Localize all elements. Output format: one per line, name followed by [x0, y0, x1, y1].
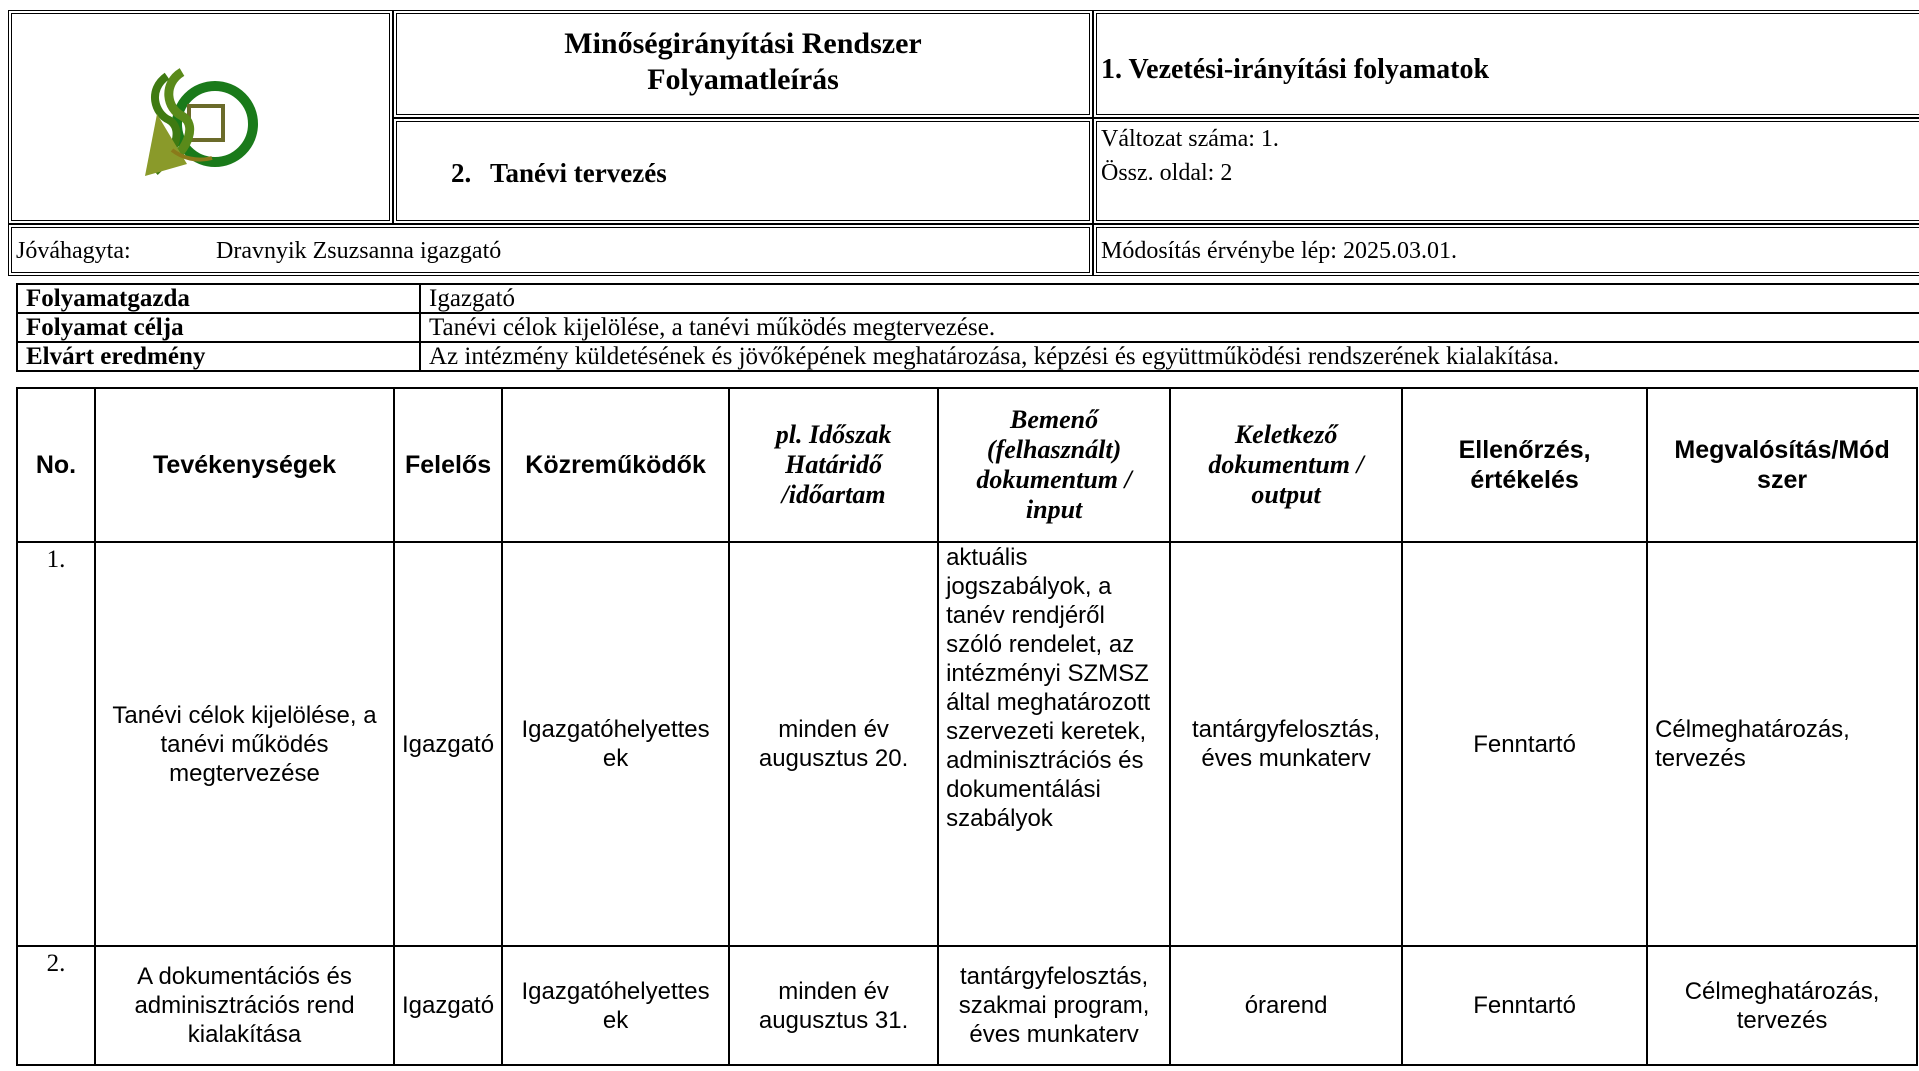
- col-header-no: No.: [17, 388, 95, 542]
- pages-text: Össz. oldal: 2: [1101, 160, 1233, 186]
- row-check: Fenntartó: [1402, 946, 1647, 1065]
- info-row-goal: [17, 313, 1919, 342]
- col-header-method: Megvalósítás/Mód szer: [1647, 388, 1917, 542]
- row-activity: Tanévi célok kijelölése, a tanévi működés megtervezése: [95, 542, 394, 946]
- info-key: Folyamatgazda: [17, 284, 420, 313]
- row-deadline: minden év augusztus 31.: [729, 946, 938, 1065]
- process-group-cell: [1093, 10, 1919, 118]
- row-responsible: Igazgató: [394, 946, 502, 1065]
- approved-by: Dravnyik Zsuzsanna igazgató: [216, 238, 502, 264]
- effective-date: Módosítás érvénybe lép: 2025.03.01.: [1101, 238, 1457, 264]
- row-input: aktuális jogszabályok, a tanév rendjéről szóló rendelet, az intézményi SZMSZ által meghatározott szervezeti keretek, adminisztrációs és dokumentálási szabályok: [938, 542, 1170, 946]
- version-cell: [1093, 118, 1919, 224]
- table-row: [17, 946, 1917, 1065]
- approved-label: Jóváhagyta:: [16, 238, 131, 264]
- row-number: 1.: [17, 542, 95, 946]
- info-value: Tanévi célok kijelölése, a tanévi működés megtervezése.: [420, 313, 1919, 342]
- table-row: [17, 542, 1917, 946]
- col-header-contributors: Közreműködők: [502, 388, 729, 542]
- system-title-cell: [393, 10, 1093, 118]
- info-key: Folyamat célja: [17, 313, 420, 342]
- version-text: Változat száma: 1.: [1101, 126, 1279, 152]
- process-info-table: [16, 283, 1919, 372]
- info-row-owner: [17, 284, 1919, 313]
- col-header-deadline: pl. Időszak Határidő /időartam: [729, 388, 938, 542]
- row-contributors: Igazgatóhelyettes ek: [502, 946, 729, 1065]
- row-input: tantárgyfelosztás, szakmai program, éves munkaterv: [938, 946, 1170, 1065]
- process-number: 2.: [451, 158, 472, 188]
- activity-table: [16, 387, 1918, 1066]
- school-logo-icon: [127, 54, 267, 194]
- process-group: 1. Vezetési-irányítási folyamatok: [1101, 54, 1490, 85]
- row-method: Célmeghatározás, tervezés: [1647, 946, 1917, 1065]
- row-number: 2.: [17, 946, 95, 1065]
- system-subtitle: Folyamatleírás: [647, 63, 839, 96]
- col-header-activities: Tevékenységek: [95, 388, 394, 542]
- row-output: órarend: [1170, 946, 1402, 1065]
- effective-date-cell: [1093, 224, 1919, 276]
- row-output: tantárgyfelosztás, éves munkaterv: [1170, 542, 1402, 946]
- table-header-row: [17, 388, 1917, 542]
- row-responsible: Igazgató: [394, 542, 502, 946]
- row-check: Fenntartó: [1402, 542, 1647, 946]
- row-method: Célmeghatározás, tervezés: [1647, 542, 1917, 946]
- approval-cell: [8, 224, 1093, 276]
- logo-cell: [8, 10, 393, 224]
- row-activity: A dokumentációs és adminisztrációs rend kialakítása: [95, 946, 394, 1065]
- col-header-input: Bemenő (felhasznált) dokumentum / input: [938, 388, 1170, 542]
- row-contributors: Igazgatóhelyettes ek: [502, 542, 729, 946]
- info-value: Igazgató: [420, 284, 1919, 313]
- col-header-output: Keletkező dokumentum / output: [1170, 388, 1402, 542]
- process-name: Tanévi tervezés: [490, 158, 667, 188]
- row-deadline: minden év augusztus 20.: [729, 542, 938, 946]
- col-header-check: Ellenőrzés, értékelés: [1402, 388, 1647, 542]
- system-title: Minőségirányítási Rendszer: [564, 27, 922, 60]
- info-value: Az intézmény küldetésének és jövőképének meghatározása, képzési és együttműködési rendszerének kialakítása.: [420, 342, 1919, 371]
- info-key: Elvárt eredmény: [17, 342, 420, 371]
- process-title-cell: [393, 118, 1093, 224]
- col-header-responsible: Felelős: [394, 388, 502, 542]
- info-row-expected-result: [17, 342, 1919, 371]
